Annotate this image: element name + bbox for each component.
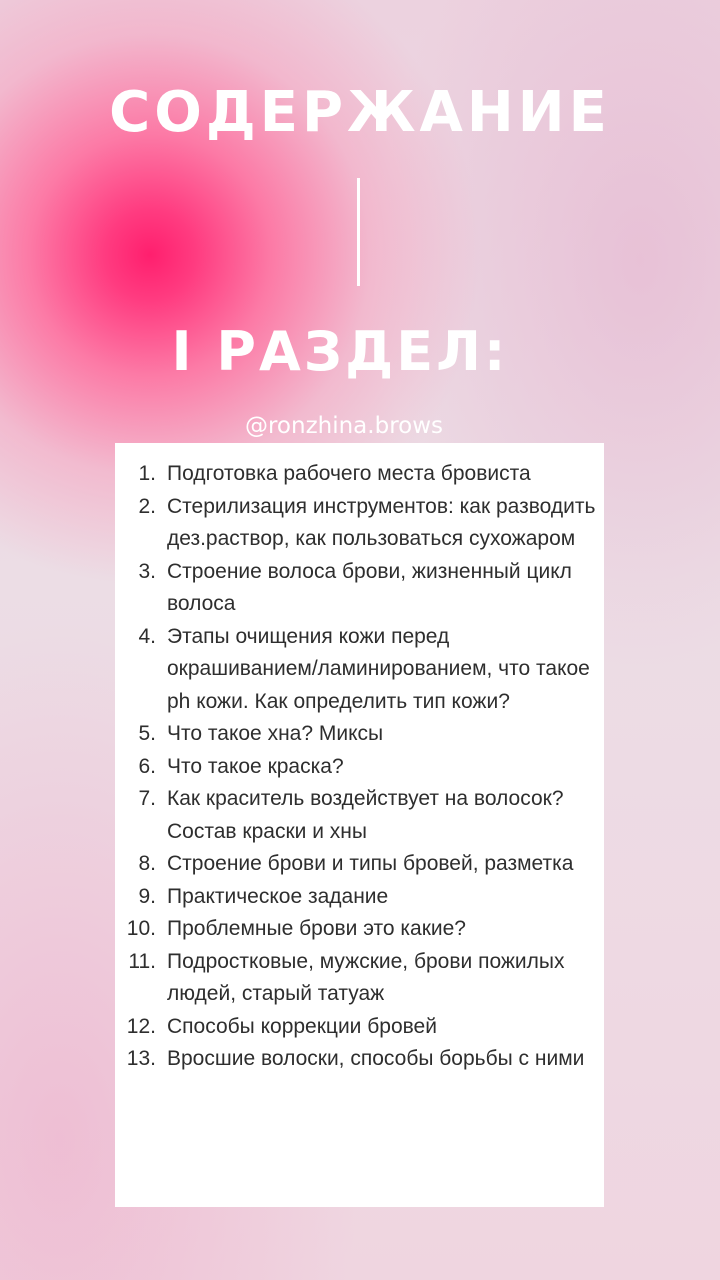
item-number: 9. [138, 884, 156, 908]
list-item [115, 556, 604, 621]
list-item [115, 848, 604, 881]
list-item [115, 718, 604, 751]
list-item [115, 881, 604, 914]
item-number: 6. [138, 754, 156, 778]
item-number: 10. [126, 917, 156, 940]
item-text: Подростковые, мужские, брови пожилых людей, старый татуаж [167, 949, 565, 1005]
list-item [115, 913, 604, 946]
list-item [115, 621, 604, 719]
page-title: СОДЕРЖАНИЕ [109, 80, 611, 145]
item-text: Проблемные брови это какие? [167, 917, 466, 940]
contents-list [115, 458, 604, 1076]
item-number: 7. [138, 787, 156, 810]
item-text: Строение волоса брови, жизненный цикл волоса [167, 559, 572, 615]
author-handle: @ronzhina.brows [244, 413, 444, 439]
item-number: 2. [138, 494, 156, 518]
item-text: Что такое хна? Миксы [167, 722, 384, 745]
item-text: Как краситель воздействует на волосок? Состав краски и хны [167, 787, 564, 843]
list-item [115, 1011, 604, 1044]
item-text: Подготовка рабочего места бровиста [167, 462, 531, 485]
vertical-divider [357, 178, 360, 286]
item-number: 1. [138, 462, 156, 485]
item-text: Что такое краска? [167, 754, 344, 778]
contents-card [115, 443, 604, 1207]
section-heading: I РАЗДЕЛ: [171, 320, 509, 383]
list-item [115, 1043, 604, 1076]
item-number: 12. [126, 1014, 156, 1038]
item-number: 8. [138, 852, 156, 875]
list-item [115, 946, 604, 1011]
item-number: 5. [138, 722, 156, 745]
list-item [115, 491, 604, 556]
item-text: Стерилизация инструментов: как разводить дез.раствор, как пользоваться сухожаром [167, 494, 596, 550]
item-text: Строение брови и типы бровей, разметка [167, 852, 574, 875]
item-number: 3. [138, 559, 156, 583]
item-text: Этапы очищения кожи перед окрашиванием/ламинированием, что такое ph кожи. Как определить тип кожи? [167, 624, 590, 713]
item-text: Способы коррекции бровей [167, 1014, 437, 1038]
list-item [115, 751, 604, 784]
list-item [115, 458, 604, 491]
item-text: Практическое задание [167, 884, 389, 908]
item-number: 4. [138, 624, 156, 648]
list-item [115, 783, 604, 848]
item-number: 13. [126, 1047, 156, 1070]
item-number: 11. [128, 949, 156, 973]
item-text: Вросшие волоски, способы борьбы с ними [167, 1047, 585, 1070]
